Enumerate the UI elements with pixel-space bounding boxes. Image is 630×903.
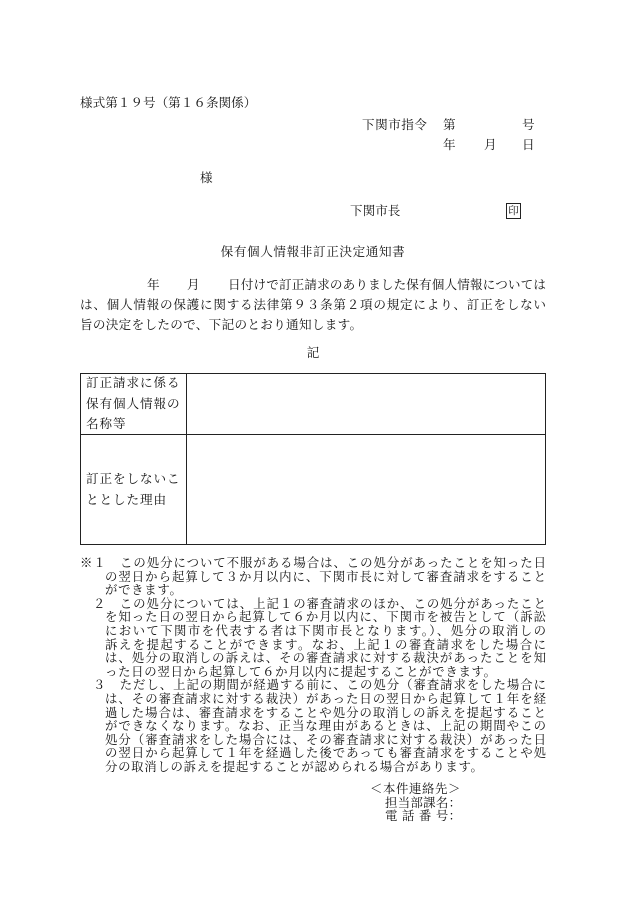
- note-3-line: 過した場合は、審査請求をすることや処分の取消しの訴えを提起すること: [105, 704, 546, 720]
- note-2-line: 訴えを提起することができます。なお、上記１の審査請求をした場合に: [105, 636, 546, 652]
- body-date-year: 年: [147, 277, 160, 292]
- contact-department-label: 担当部課名：: [385, 795, 461, 810]
- body-date-month: 月: [187, 277, 200, 292]
- table-label-line: 保有個人情報の: [86, 395, 181, 411]
- issue-date-day: 日: [522, 137, 535, 152]
- note-2-line: ２ この処分については、上記１の審査請求のほか、この処分があったこと: [93, 595, 546, 611]
- table-label-line: 名称等: [86, 416, 127, 432]
- note-3-line: の翌日から起算して１年を経過した後であっても審査請求をすることや処: [105, 745, 546, 761]
- document-title: 保有個人情報非訂正決定通知書: [220, 244, 406, 259]
- seal-mark: 印: [506, 203, 521, 219]
- contact-heading: ＜本件連絡先＞: [370, 781, 461, 796]
- issue-date-year: 年: [443, 137, 456, 152]
- table-label-line: 訂正請求に係る: [86, 375, 181, 391]
- note-3-line: 処分（審査請求をした場合には、その審査請求に対する裁決）があった日: [105, 731, 546, 747]
- note-2-line: った日の翌日から起算して６か月以内に提起することができます。: [105, 663, 497, 679]
- body-line-3: 旨の決定をしたので、下記のとおり通知します。: [80, 317, 363, 332]
- body-line-2: は、個人情報の保護に関する法律第９３条第２項の規定により、訂正をしない: [80, 297, 546, 312]
- table-value-reason: [187, 435, 545, 544]
- directive-number-prefix: 第: [443, 117, 456, 132]
- directive-office: 下関市指令: [362, 117, 428, 132]
- note-1-line: の翌日から起算して３か月以内に、下関市長に対して審査請求をすること: [105, 568, 546, 584]
- note-2-line: を知った日の翌日から起算して６か月以内に、下関市を被告として（訴訟: [105, 609, 546, 625]
- ki-heading: 記: [306, 345, 320, 360]
- table-label-target-information: [81, 374, 187, 434]
- table-label-line: ととした理由: [86, 491, 167, 507]
- note-1-line: ができます。: [105, 582, 183, 598]
- note-3-line: ３ ただし、上記の期間が経過する前に、この処分（審査請求をした場合に: [93, 677, 546, 693]
- table-row-target-information: [81, 374, 545, 435]
- note-3-line: は、その審査請求に対する裁決）があった日の翌日から起算して１年を経: [105, 691, 546, 706]
- issuer-name: 下関市長: [350, 203, 401, 218]
- table-value-target-information: [187, 374, 545, 434]
- issue-date-month: 月: [484, 137, 497, 152]
- note-3-line: 分の取消しの訴えを提起することが認められる場合があります。: [105, 759, 484, 774]
- note-2-line: は、処分の取消しの訴えは、その審査請求に対する裁決があったことを知: [105, 650, 546, 666]
- detail-table: [80, 373, 546, 545]
- body-line-1: 日付けで訂正請求のありました保有個人情報については: [228, 277, 546, 292]
- form-number: 様式第１９号（第１６条関係）: [80, 95, 257, 110]
- addressee-honorific: 様: [200, 170, 213, 185]
- table-row-reason: [81, 435, 545, 544]
- table-label-reason: [81, 435, 187, 544]
- directive-number-suffix: 号: [522, 117, 535, 132]
- note-2-line: において下関市を代表する者は下関市長となります。）、処分の取消しの: [105, 623, 546, 638]
- note-1-line: ※１ この処分について不服がある場合は、この処分があったことを知った日: [80, 555, 546, 570]
- table-label-line: 訂正をしないこ: [86, 471, 181, 486]
- note-3-line: ができなくなります。なお、正当な理由があるときは、上記の期間やこの: [105, 718, 546, 734]
- contact-phone-label: 電 話 番 号：: [385, 808, 461, 823]
